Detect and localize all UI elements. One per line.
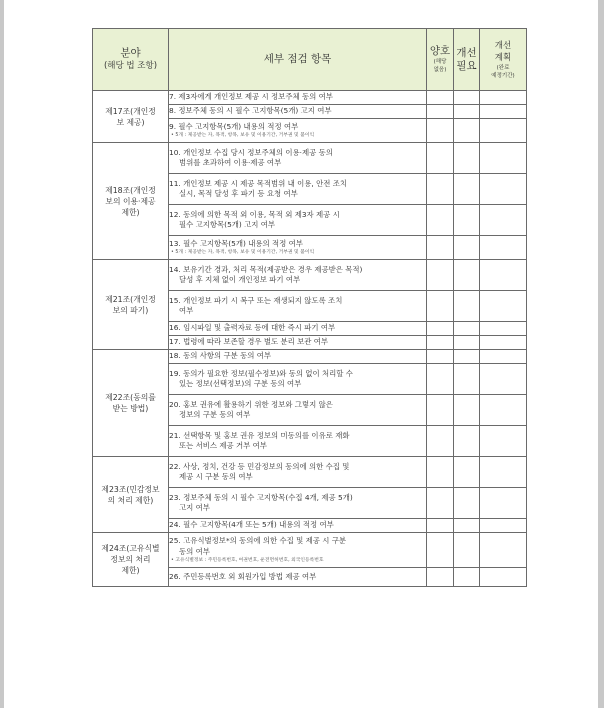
check-item-text: 여부	[179, 306, 194, 315]
check-item-text: 19. 동의가 필요한 정보(필수정보)와 동의 없이 처리할 수	[169, 368, 353, 378]
check-item-text: 10. 개인정보 수집 당시 정보주체의 이용·제공 동의	[169, 147, 333, 157]
section-area-line: 제22조(동의를	[105, 393, 156, 402]
check-item-text: 달성 후 지체 없이 개인정보 파기 여부	[179, 275, 301, 284]
check-item-text: 제공 시 구분 동의 여부	[179, 472, 253, 481]
check-item-cell	[169, 350, 427, 364]
table-row	[93, 260, 527, 291]
check-item-cell	[169, 105, 427, 119]
plan-entry-cell[interactable]	[480, 143, 527, 174]
good-check-cell[interactable]	[427, 91, 454, 105]
good-check-cell[interactable]	[427, 205, 454, 236]
improvement-check-cell[interactable]	[454, 426, 480, 457]
table-row	[93, 91, 527, 105]
check-item-text: 실시, 목적 달성 후 파기 등 요청 여부	[179, 189, 298, 198]
table-row	[93, 533, 527, 568]
check-item-cell	[169, 119, 427, 143]
improvement-check-cell[interactable]	[454, 395, 480, 426]
check-item-cell	[169, 488, 427, 519]
check-item-text: 정보의 구분 동의 여부	[179, 410, 251, 419]
section-area-cell	[93, 350, 169, 457]
plan-entry-cell[interactable]	[480, 291, 527, 322]
details-header	[169, 29, 427, 91]
good-check-cell[interactable]	[427, 457, 454, 488]
check-item-text: 26. 주민등록번호 외 회원가입 방법 제공 여부	[169, 571, 317, 581]
improvement-check-cell[interactable]	[454, 260, 480, 291]
check-item-cell	[169, 336, 427, 350]
improvement-check-cell[interactable]	[454, 236, 480, 260]
check-item-cell	[169, 457, 427, 488]
improvement-check-cell[interactable]	[454, 533, 480, 568]
check-item-text: 8. 정보주체 동의 시 필수 고지항목(5개) 고지 여부	[169, 106, 332, 116]
check-item-cell	[169, 291, 427, 322]
section-area-cell	[93, 457, 169, 533]
table-row	[93, 350, 527, 364]
plan-entry-cell[interactable]	[480, 205, 527, 236]
table-row	[93, 457, 527, 488]
check-item-cell	[169, 395, 427, 426]
check-item-text: 22. 사상, 정치, 건강 등 민감정보의 동의에 의한 수집 및	[169, 461, 350, 471]
plan-entry-cell[interactable]	[480, 350, 527, 364]
check-item-text: 고지 여부	[179, 503, 210, 512]
plan-entry-cell[interactable]	[480, 568, 527, 587]
check-item-cell	[169, 364, 427, 395]
section-area-line: 받는 방법)	[112, 404, 149, 413]
check-item-text: 또는 서비스 제공 거부 여부	[179, 441, 267, 450]
check-item-cell	[169, 91, 427, 105]
plan-entry-cell[interactable]	[480, 519, 527, 533]
header-row	[93, 29, 527, 91]
check-item-text: 9. 필수 고지항목(5개) 내용의 적정 여부	[169, 121, 299, 131]
good-check-cell[interactable]	[427, 568, 454, 587]
plan-header-line-2: 계획	[494, 52, 512, 63]
checklist-body	[93, 91, 527, 587]
improvement-check-cell[interactable]	[454, 457, 480, 488]
plan-entry-cell[interactable]	[480, 457, 527, 488]
section-area-line: 제18조(개인정	[105, 185, 156, 195]
check-item-note: • 5개 : 제공받는 자, 목적, 항목, 보유 및 이용기간, 거부권 및 불이익	[171, 133, 315, 139]
check-item-text: 24. 필수 고지항목(4개 또는 5개) 내용의 적정 여부	[169, 520, 334, 530]
plan-entry-cell[interactable]	[480, 364, 527, 395]
check-item-text: 25. 고유식별정보*의 동의에 의한 수집 및 제공 시 구분	[169, 536, 347, 545]
check-item-text: 필수 고지항목(5개) 고지 여부	[179, 220, 276, 229]
document-page	[4, 0, 598, 708]
checklist-table	[92, 28, 527, 587]
check-item-text: 16. 임시파일 및 출력자료 등에 대한 즉시 파기 여부	[169, 323, 336, 333]
check-item-text: 11. 개인정보 제공 시 제공 목적범위 내 이용, 안전 조치	[169, 178, 348, 188]
area-header-sub: (해당 법 조항)	[103, 61, 158, 71]
improvement-check-cell[interactable]	[454, 291, 480, 322]
section-area-line: 제한)	[121, 566, 140, 575]
plan-entry-cell[interactable]	[480, 91, 527, 105]
check-item-cell	[169, 174, 427, 205]
improvement-check-cell[interactable]	[454, 488, 480, 519]
good-check-cell[interactable]	[427, 336, 454, 350]
section-area-line: 보 제공)	[116, 117, 145, 127]
area-header-title: 분야	[120, 47, 141, 59]
improvement-check-cell[interactable]	[454, 336, 480, 350]
plan-entry-cell[interactable]	[480, 336, 527, 350]
good-header-sub-2: 없음)	[433, 67, 447, 73]
improvement-check-cell[interactable]	[454, 568, 480, 587]
improvement-check-cell[interactable]	[454, 143, 480, 174]
check-item-text: 20. 홍보 권유에 활용하기 위한 정보와 그렇지 않은	[169, 399, 333, 409]
improvement-check-cell[interactable]	[454, 519, 480, 533]
section-area-cell	[93, 260, 169, 350]
check-item-text: 14. 보유기간 경과, 처리 목적(제공받은 경우 제공받은 목적)	[169, 264, 363, 274]
good-check-cell[interactable]	[427, 260, 454, 291]
improvement-check-cell[interactable]	[454, 174, 480, 205]
section-area-line: 제21조(개인정	[105, 294, 156, 304]
improvement-header	[454, 29, 480, 91]
section-area-cell	[93, 143, 169, 260]
plan-entry-cell[interactable]	[480, 322, 527, 336]
section-area-line: 제17조(개인정	[105, 106, 156, 116]
good-check-cell[interactable]	[427, 105, 454, 119]
good-header-sub-1: (해당	[433, 59, 447, 65]
plan-entry-cell[interactable]	[480, 426, 527, 457]
check-item-text: 12. 동의에 의한 목적 외 이용, 목적 외 제3자 제공 시	[169, 209, 340, 219]
check-item-cell	[169, 143, 427, 174]
plan-entry-cell[interactable]	[480, 236, 527, 260]
improvement-check-cell[interactable]	[454, 91, 480, 105]
check-item-note: • 고유식별정보 : 주민등록번호, 여권번호, 운전면허번호, 외국인등록번호	[171, 558, 324, 563]
good-check-cell[interactable]	[427, 236, 454, 260]
check-item-cell	[169, 205, 427, 236]
improvement-check-cell[interactable]	[454, 105, 480, 119]
check-item-cell	[169, 322, 427, 336]
check-item-cell	[169, 236, 427, 260]
good-check-cell[interactable]	[427, 350, 454, 364]
good-header	[427, 29, 454, 91]
plan-entry-cell[interactable]	[480, 533, 527, 568]
check-item-cell	[169, 426, 427, 457]
plan-header-line-1: 개선	[494, 40, 512, 51]
check-item-cell	[169, 568, 427, 587]
section-area-line: 제24조(고유식별	[101, 544, 160, 553]
table-row	[93, 143, 527, 174]
improvement-check-cell[interactable]	[454, 350, 480, 364]
check-item-cell	[169, 260, 427, 291]
plan-header-sub-2: 예정기간)	[491, 72, 515, 79]
good-check-cell[interactable]	[427, 174, 454, 205]
check-item-text: 15. 개인정보 파기 시 복구 또는 재생되지 않도록 조치	[169, 295, 343, 305]
good-check-cell[interactable]	[427, 488, 454, 519]
check-item-text: 있는 정보(선택정보)의 구분 동의 여부	[179, 379, 302, 388]
improvement-check-cell[interactable]	[454, 322, 480, 336]
check-item-note: • 5개 : 제공받는 자, 목적, 항목, 보유 및 이용기간, 거부권 및 불이익	[171, 250, 315, 256]
details-header-title: 세부 점검 항목	[263, 53, 332, 65]
good-check-cell[interactable]	[427, 291, 454, 322]
good-check-cell[interactable]	[427, 426, 454, 457]
section-area-line: 보의 파기)	[112, 305, 149, 315]
plan-entry-cell[interactable]	[480, 174, 527, 205]
plan-header	[480, 29, 527, 91]
good-check-cell[interactable]	[427, 395, 454, 426]
plan-entry-cell[interactable]	[480, 105, 527, 119]
check-item-text: 18. 동의 사항의 구분 동의 여부	[169, 351, 272, 361]
section-area-line: 의 처리 제한)	[107, 495, 154, 505]
section-area-line: 보의 이용·제공	[105, 196, 156, 206]
plan-entry-cell[interactable]	[480, 488, 527, 519]
improvement-check-cell[interactable]	[454, 364, 480, 395]
good-check-cell[interactable]	[427, 143, 454, 174]
check-item-text: 7. 제3자에게 개인정보 제공 시 정보주체 동의 여부	[169, 92, 333, 102]
section-area-cell	[93, 91, 169, 143]
check-item-text: 동의 여부	[179, 546, 210, 556]
check-item-cell	[169, 519, 427, 533]
improvement-header-line-2: 필요	[456, 59, 477, 72]
improvement-header-line-1: 개선	[456, 46, 477, 59]
check-item-text: 범위를 초과하여 이용·제공 여부	[179, 158, 282, 167]
plan-header-sub-1: (완료	[496, 64, 510, 71]
plan-entry-cell[interactable]	[480, 119, 527, 143]
check-item-cell	[169, 533, 427, 568]
plan-entry-cell[interactable]	[480, 260, 527, 291]
section-area-cell	[93, 533, 169, 587]
good-header-title: 양호	[429, 45, 451, 57]
improvement-check-cell[interactable]	[454, 205, 480, 236]
check-item-text: 17. 법령에 따라 보존할 경우 별도 분리 보관 여부	[169, 337, 329, 347]
good-check-cell[interactable]	[427, 322, 454, 336]
section-area-line: 정보의 처리	[110, 555, 151, 564]
check-item-text: 23. 정보주체 동의 시 필수 고지항목(수집 4개, 제공 5개)	[169, 492, 353, 502]
check-item-text: 13. 필수 고지항목(5개) 내용의 적정 여부	[169, 238, 303, 248]
section-area-line: 제한)	[121, 207, 140, 217]
good-check-cell[interactable]	[427, 533, 454, 568]
good-check-cell[interactable]	[427, 364, 454, 395]
section-area-line: 제23조(민감정보	[101, 484, 160, 494]
plan-entry-cell[interactable]	[480, 395, 527, 426]
improvement-check-cell[interactable]	[454, 119, 480, 143]
good-check-cell[interactable]	[427, 119, 454, 143]
check-item-text: 21. 선택항목 및 홍보 권유 정보의 미동의를 이유로 재화	[169, 430, 350, 440]
good-check-cell[interactable]	[427, 519, 454, 533]
area-header	[93, 29, 169, 91]
